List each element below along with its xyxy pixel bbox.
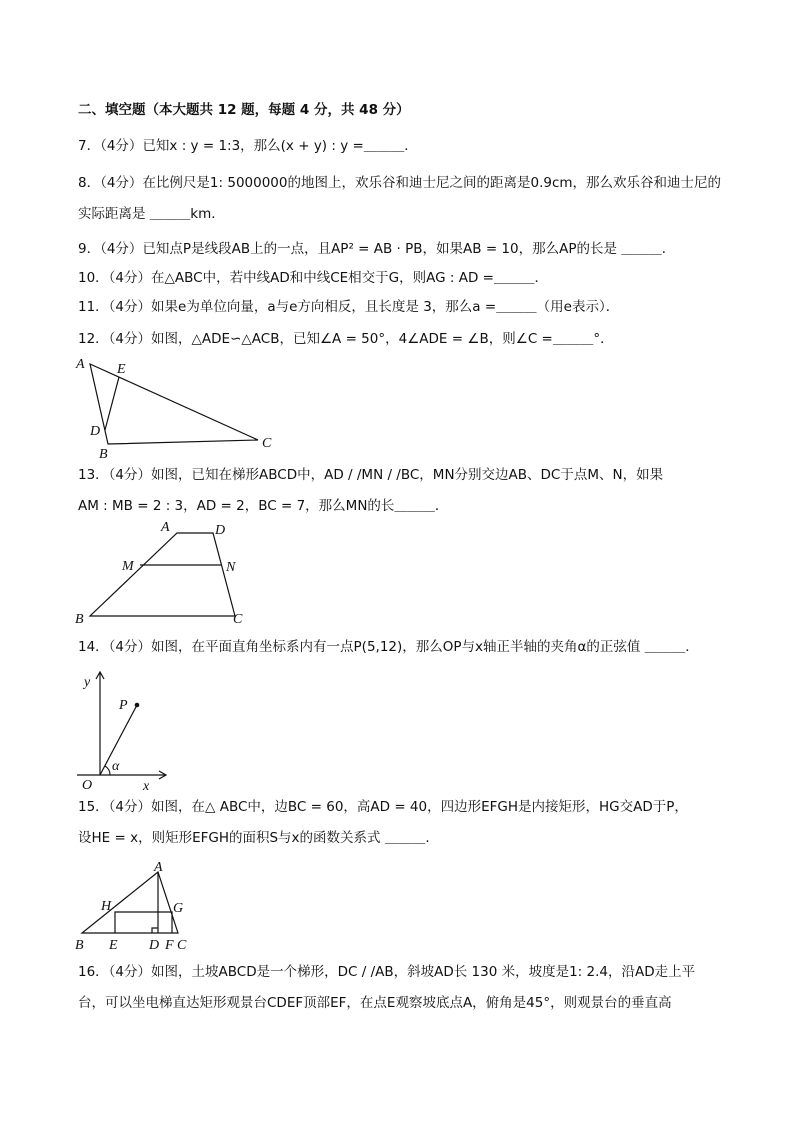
question-number: 13．（4分） [78,467,152,483]
label-a: A [76,357,85,372]
question-15 [78,798,688,816]
question-number: 14．（4分） [78,639,152,655]
question-text: 如图，土坡ABCD是一个梯形，DC / /AB，斜坡AD长 130 米，坡度是1: 2.4，沿AD走上平 [151,964,696,980]
point-p [135,703,140,708]
question-number: 8．（4分） [78,175,143,191]
label-b: B [75,612,84,627]
question-8-continued: 实际距离是 ＿＿＿km． [78,206,225,222]
question-16 [78,963,695,981]
label-y: y [84,675,91,690]
label-g: G [173,901,184,916]
question-number: 7．（4分） [78,138,143,154]
question-11 [78,298,619,316]
right-angle-mark [152,928,158,933]
question-text: 已知x : y = 1:3，那么(x + y) : y =＿＿＿． [142,138,418,154]
question-10 [78,269,548,287]
question-13 [78,466,663,484]
label-alpha: α [112,759,120,774]
trapezoid-abcd [90,533,235,616]
question-text: 如图，已知在梯形ABCD中，AD / /MN / /BC，MN分别交边AB、DC于点M、N，如果 [151,467,664,483]
label-c: C [262,436,272,451]
question-16-continued: 台，可以坐电梯直达矩形观景台CDEF顶部EF，在点E观察坡底点A，俯角是45°，则观景台的垂直高 [78,995,672,1011]
label-m: M [122,559,134,574]
label-d: D [90,424,101,439]
triangle-abc [90,364,258,444]
figure-q13-trapezoid [72,520,262,628]
question-number: 12．（4分） [78,331,152,347]
question-number: 9．（4分） [78,241,143,257]
question-text: 在比例尺是1: 5000000的地图上，欢乐谷和迪士尼之间的距离是0.9cm，那么欢乐谷和迪士尼的 [142,175,722,191]
label-b: B [99,447,108,462]
question-text: 如图，在平面直角坐标系内有一点P(5,12)，那么OP与x轴正半轴的夹角α的正弦值 ＿＿＿． [151,639,699,655]
label-d: D [215,523,226,538]
question-number: 16．（4分） [78,964,152,980]
question-text: 如果e为单位向量，a与e方向相反，且长度是 3，那么a =＿＿＿（用e表示）． [151,299,620,315]
triangle-abc [82,872,178,933]
label-f: F [165,938,174,953]
question-text: 如图，△ADE∽△ACB，已知∠A = 50°，4∠ADE = ∠B，则∠C =＿＿＿°． [151,331,614,347]
label-x: x [143,779,150,794]
angle-alpha-arc [105,766,110,775]
question-9 [78,240,675,258]
label-e: E [117,362,126,377]
figure-q15-triangle-rectangle [72,855,202,955]
label-d: D [149,938,160,953]
question-number: 10．（4分） [78,270,152,286]
label-a: A [154,860,163,875]
question-8 [78,174,721,192]
question-12 [78,330,614,348]
question-number: 11．（4分） [78,299,152,315]
figure-q12-triangle [70,352,290,462]
label-e: E [109,938,118,953]
rectangle-efgh [115,912,172,933]
label-n: N [226,560,236,575]
label-c: C [177,938,187,953]
section-heading: 二、填空题（本大题共 12 题，每题 4 分，共 48 分） [78,102,410,118]
question-14 [78,638,699,656]
question-text: 如图，在△ ABC中，边BC = 60，高AD = 40，四边形EFGH是内接矩形，HG交AD于P， [151,799,688,815]
label-a: A [161,520,170,535]
question-text: 已知点P是线段AB上的一点，且AP² = AB · PB，如果AB = 10，那么AP的长是 ＿＿＿． [142,241,676,257]
segment-de [105,377,119,430]
question-15-continued: 设HE = x，则矩形EFGH的面积S与x的函数关系式 ＿＿＿． [78,830,439,846]
question-7 [78,137,418,155]
label-h: H [101,899,112,914]
label-c: C [233,612,243,627]
question-number: 15．（4分） [78,799,152,815]
label-o: O [82,778,93,793]
figure-q14-coordinate [74,668,184,796]
question-text: 在△ABC中，若中线AD和中线CE相交于G，则AG : AD =＿＿＿． [151,270,548,286]
question-13-continued: AM : MB = 2 : 3，AD = 2，BC = 7，那么MN的长＿＿＿． [78,498,449,514]
label-b: B [75,938,84,953]
label-p: P [119,698,128,713]
